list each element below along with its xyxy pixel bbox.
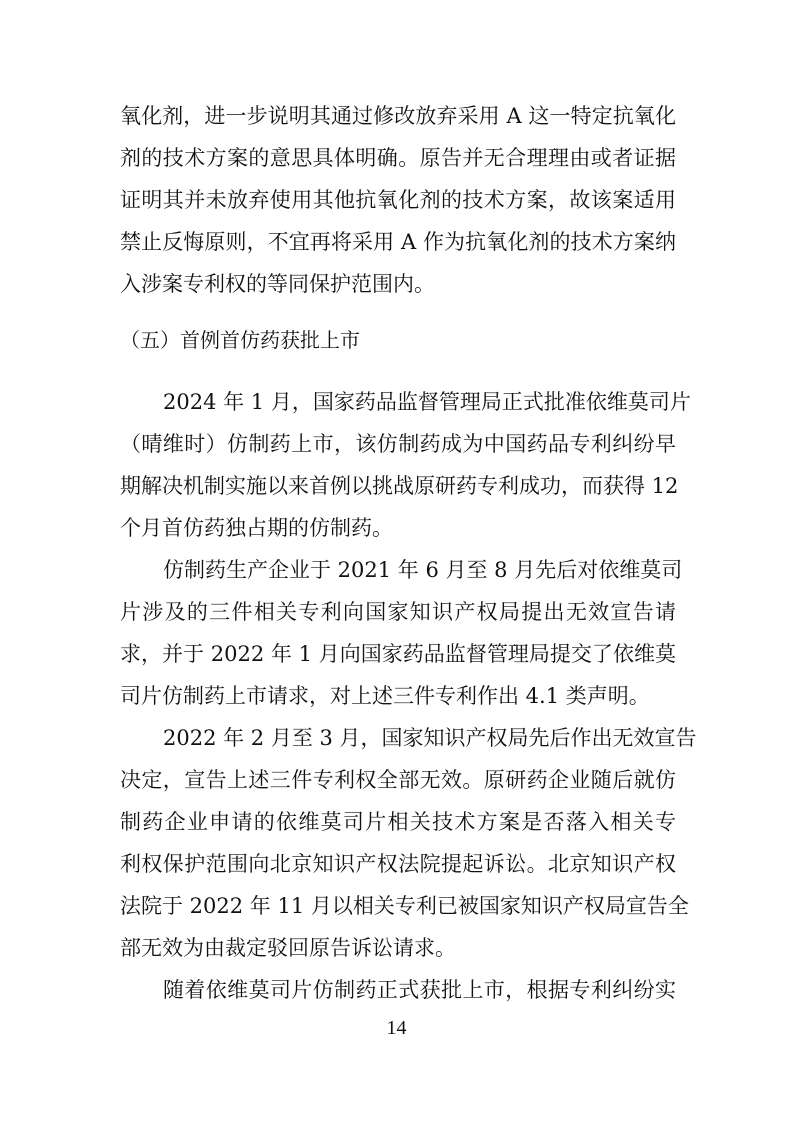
paragraph-line: 禁止反悔原则，不宜再将采用 A 作为抗氧化剂的技术方案纳 — [120, 230, 676, 254]
paragraph-line: 入涉案专利权的等同保护范围内。 — [120, 272, 435, 296]
paragraph-line: 剂的技术方案的意思具体明确。原告并无合理理由或者证据 — [120, 146, 676, 170]
paragraph-line: 随着依维莫司片仿制药正式获批上市，根据专利纠纷实 — [163, 978, 676, 1002]
paragraph-line: 制药企业申请的依维莫司片相关技术方案是否落入相关专 — [120, 810, 676, 834]
paragraph-line: 氧化剂，进一步说明其通过修改放弃采用 A 这一特定抗氧化 — [120, 104, 676, 128]
paragraph-line: 求，并于 2022 年 1 月向国家药品监督管理局提交了依维莫 — [120, 642, 676, 666]
paragraph-line: 部无效为由裁定驳回原告诉讼请求。 — [120, 936, 456, 960]
paragraph-line: 片涉及的三件相关专利向国家知识产权局提出无效宣告请 — [120, 600, 676, 624]
paragraph-line: （晴维时）仿制药上市，该仿制药成为中国药品专利纠纷早 — [120, 432, 676, 456]
paragraph-line: 2024 年 1 月，国家药品监督管理局正式批准依维莫司片 — [163, 390, 691, 414]
paragraph-line: 利权保护范围向北京知识产权法院提起诉讼。北京知识产权 — [120, 852, 676, 876]
paragraph-line: 法院于 2022 年 11 月以相关专利已被国家知识产权局宣告全 — [120, 894, 689, 918]
paragraph-line: 个月首仿药独占期的仿制药。 — [120, 516, 393, 540]
paragraph-line: 证明其并未放弃使用其他抗氧化剂的技术方案，故该案适用 — [120, 188, 676, 212]
paragraph-line: 2022 年 2 月至 3 月，国家知识产权局先后作出无效宣告 — [163, 726, 697, 750]
paragraph-line: 仿制药生产企业于 2021 年 6 月至 8 月先后对依维莫司 — [163, 558, 683, 582]
paragraph-line: 决定，宣告上述三件专利权全部无效。原研药企业随后就仿 — [120, 768, 676, 792]
paragraph-line: 期解决机制实施以来首例以挑战原研药专利成功，而获得 12 — [120, 474, 679, 498]
section-heading: （五）首例首仿药获批上市 — [120, 328, 360, 352]
paragraph-line: 司片仿制药上市请求，对上述三件专利作出 4.1 类声明。 — [120, 684, 650, 708]
page-number: 14 — [386, 1017, 407, 1039]
